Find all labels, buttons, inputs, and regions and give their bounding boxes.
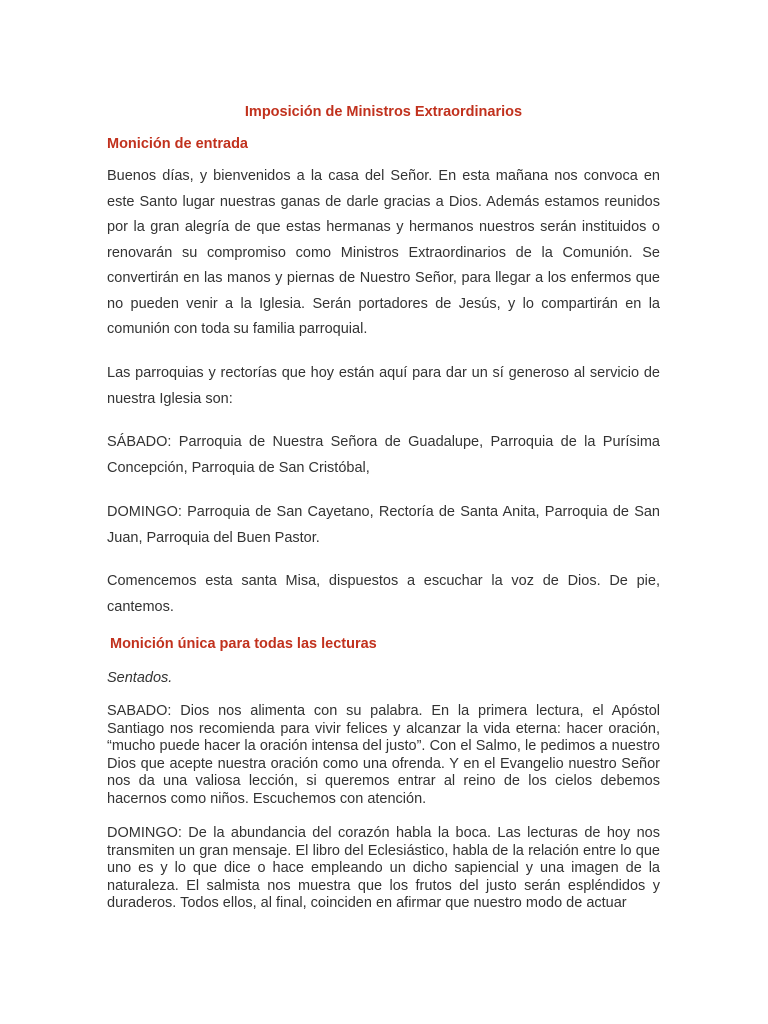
heading-monicion-entrada: Monición de entrada	[107, 136, 248, 152]
paragraph-domingo-lecturas: DOMINGO: De la abundancia del corazón habla la boca. Las lecturas de hoy nos transmiten un gran mensaje. El libro del Eclesiástico, habla de la relación entre lo que uno es y lo que dice o hace empleando un dicho sapiencial y una imagen de la naturaleza. El salmista nos muestra que los frutos del justo serán espléndidos y duraderos. Todos ellos, al final, coinciden en afirmar que nuestro modo de actuar	[107, 825, 660, 911]
paragraph-parroquias: Las parroquias y rectorías que hoy están aquí para dar un sí generoso al servicio de nuestra Iglesia son:	[107, 365, 660, 407]
paragraph-domingo-parroquias: DOMINGO: Parroquia de San Cayetano, Rectoría de Santa Anita, Parroquia de San Juan, Parroquia del Buen Pastor.	[107, 504, 660, 546]
instruction-sentados: Sentados.	[107, 670, 173, 686]
paragraph-bienvenida: Buenos días, y bienvenidos a la casa del Señor. En esta mañana nos convoca en este Santo lugar nuestras ganas de darle gracias a Dios. Además estamos reunidos por la gran alegría de que estas hermanas y hermanos nuestros serán instituidos o renovarán su compromiso como Ministros Extraordinarios de la Comunión. Se convertirán en las manos y piernas de Nuestro Señor, para llegar a los enfermos que no pueden venir a la Iglesia. Serán portadores de Jesús, y lo compartirán en la comunión con toda su familia parroquial.	[107, 168, 660, 337]
paragraph-sabado-parroquias: SÁBADO: Parroquia de Nuestra Señora de Guadalupe, Parroquia de la Purísima Concepción, Parroquia de San Cristóbal,	[107, 434, 660, 476]
heading-monicion-lecturas: Monición única para todas las lecturas	[110, 636, 377, 652]
paragraph-comencemos: Comencemos esta santa Misa, dispuestos a escuchar la voz de Dios. De pie, cantemos.	[107, 573, 660, 615]
document-title: Imposición de Ministros Extraordinarios	[244, 104, 523, 120]
paragraph-sabado-lecturas: SABADO: Dios nos alimenta con su palabra. En la primera lectura, el Apóstol Santiago nos recomienda para vivir felices y alcanzar la vida eterna: hacer oración, “mucho puede hacer la oración intensa del justo”. Con el Salmo, le pedimos a nuestro Dios que acepte nuestra oración como una ofrenda. Y en el Evangelio nuestro Señor nos da una valiosa lección, si queremos entrar al reino de los cielos debemos hacernos como niños. Escuchemos con atención.	[107, 703, 660, 807]
